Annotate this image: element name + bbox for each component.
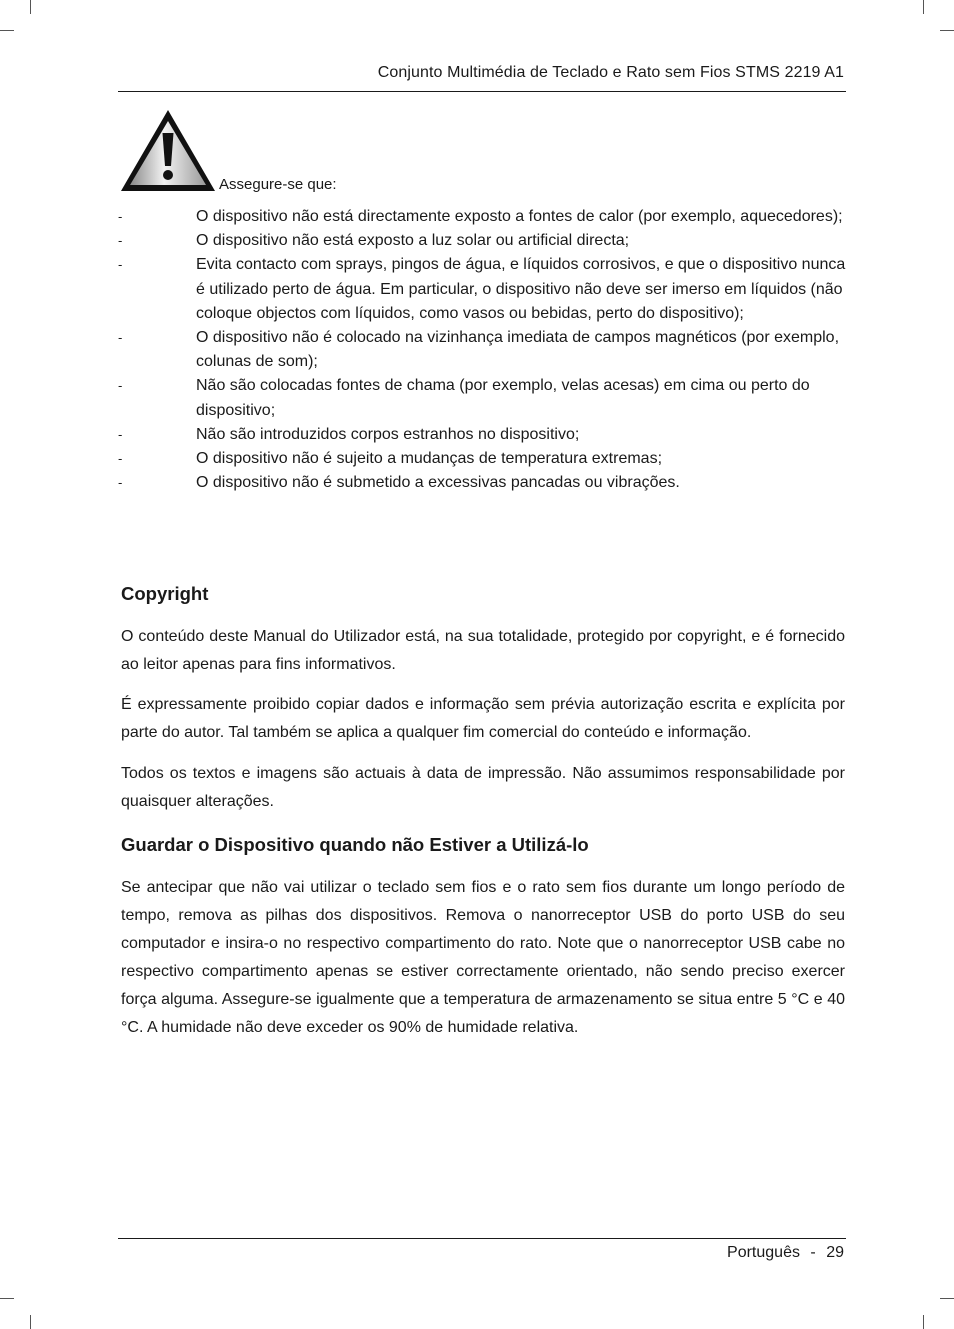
warning-triangle-icon: [119, 108, 217, 193]
warning-list: [118, 205, 848, 495]
crop-mark: [0, 1298, 14, 1299]
bullet-marker: -: [118, 475, 123, 491]
bullet-marker: -: [118, 426, 123, 442]
warning-intro: Assegure-se que:: [219, 176, 337, 193]
bullet-text: O dispositivo não é colocado na vizinhança imediata de campos magnéticos (por exemplo, colunas de som);: [196, 329, 840, 371]
list-item: [118, 447, 848, 471]
crop-mark: [0, 30, 14, 31]
list-item: [118, 326, 848, 374]
bullet-marker: -: [118, 378, 123, 394]
bullet-text: O dispositivo não é submetido a excessivas pancadas ou vibrações.: [196, 474, 680, 492]
header-rule: [118, 91, 846, 92]
storage-heading: Guardar o Dispositivo quando não Estiver a Utilizá-lo: [121, 834, 589, 855]
storage-paragraph: Se antecipar que não vai utilizar o teclado sem fios e o rato sem fios durante um longo período de tempo, remova as pilhas dos dispositivos. Remova o nanorreceptor USB do porto USB do seu computador e insira-o no respectivo compartimento do rato. Note que o nanorreceptor USB cabe no respectivo compartimento apenas se estiver correctamente orientado, não sendo preciso exercer força alguma. Assegure-se igualmente que a temperatura de armazenamento se situa entre 5 °C e 40 °C. A humidade não deve exceder os 90% de humidade relativa.: [121, 879, 845, 1036]
crop-mark: [923, 0, 924, 14]
crop-mark: [30, 0, 31, 14]
bullet-marker: -: [118, 233, 123, 249]
header-title: Conjunto Multimédia de Teclado e Rato sem Fios STMS 2219 A1: [377, 64, 844, 81]
crop-mark: [940, 1298, 954, 1299]
bullet-text: O dispositivo não está directamente exposto a fontes de calor (por exemplo, aquecedores);: [196, 208, 843, 225]
crop-mark: [940, 30, 954, 31]
copyright-paragraph: O conteúdo deste Manual do Utilizador está, na sua totalidade, protegido por copyright, e é fornecido ao leitor apenas para fins informativos.: [121, 628, 845, 673]
copyright-heading: Copyright: [121, 583, 209, 604]
list-item: [118, 253, 848, 326]
bullet-text: Não são introduzidos corpos estranhos no dispositivo;: [196, 425, 580, 443]
crop-mark: [30, 1315, 31, 1329]
list-item: [118, 471, 848, 495]
list-item: [118, 374, 848, 422]
bullet-text: O dispositivo não está exposto a luz solar ou artificial directa;: [196, 232, 630, 250]
list-item: [118, 229, 848, 253]
bullet-marker: -: [118, 209, 123, 224]
list-item: [118, 423, 848, 447]
copyright-paragraph: Todos os textos e imagens são actuais à data de impressão. Não assumimos responsabilidade por quaisquer alterações.: [121, 765, 845, 810]
bullet-text: Evita contacto com sprays, pingos de água, e líquidos corrosivos, e que o dispositivo nunca é utilizado perto de água. Em particular, o dispositivo não deve ser imerso em líquidos (não coloque objectos com líquidos, como vasos ou bebidas, perto do dispositivo);: [196, 256, 846, 322]
footer-rule: [118, 1238, 846, 1239]
footer-separator: -: [810, 1244, 816, 1261]
bullet-marker: -: [118, 451, 123, 467]
footer-language: Português: [727, 1244, 800, 1261]
list-item: [118, 205, 848, 229]
bullet-text: Não são colocadas fontes de chama (por exemplo, velas acesas) em cima ou perto do dispositivo;: [196, 377, 810, 419]
bullet-text: O dispositivo não é sujeito a mudanças de temperatura extremas;: [196, 450, 663, 468]
bullet-marker: -: [118, 330, 123, 346]
bullet-marker: -: [118, 257, 123, 273]
copyright-paragraph: É expressamente proibido copiar dados e informação sem prévia autorização escrita e explícita por parte do autor. Tal também se aplica a qualquer fim comercial do conteúdo e informação.: [121, 696, 845, 741]
crop-mark: [923, 1315, 924, 1329]
page-footer: [727, 1244, 844, 1262]
page-number: 29: [826, 1244, 844, 1261]
